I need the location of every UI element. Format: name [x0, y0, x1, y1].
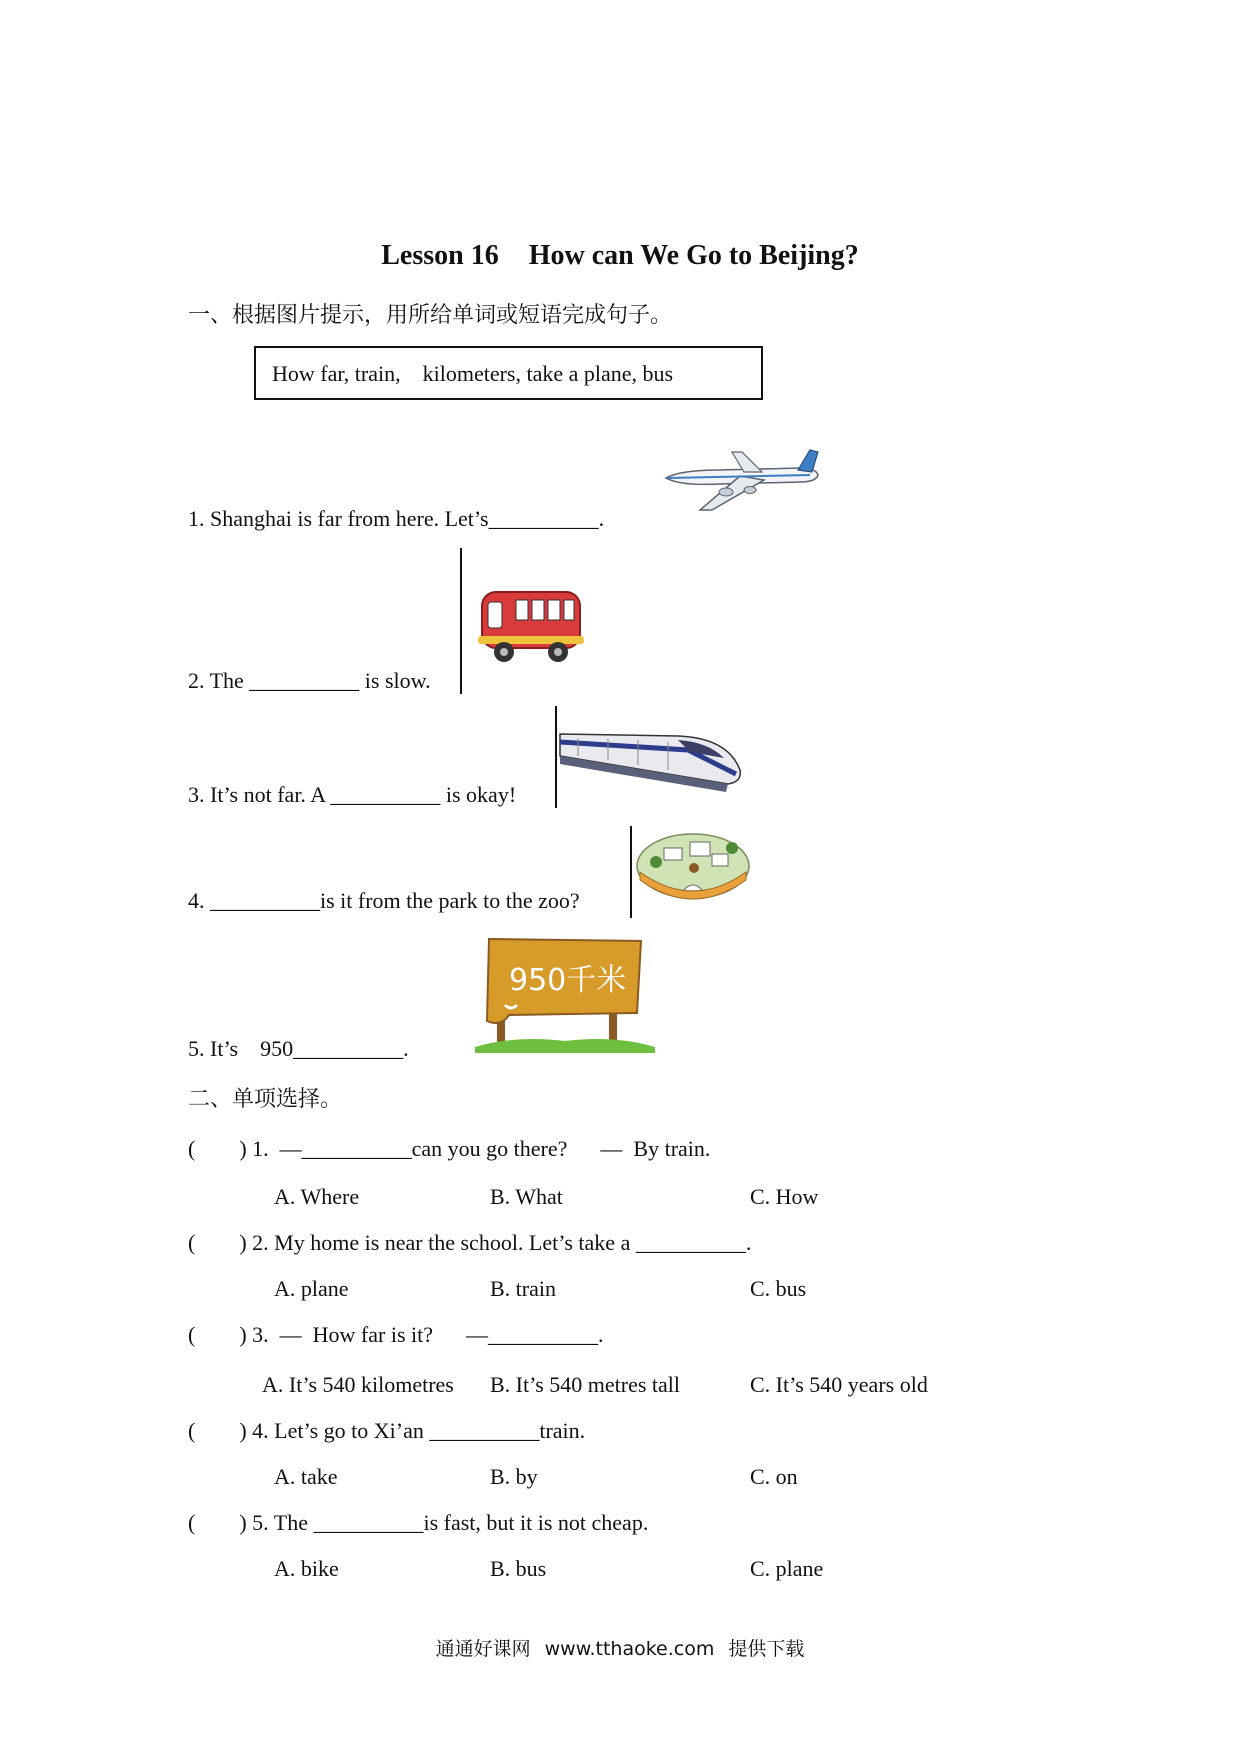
q5-text: 5. It’s 950__________.	[188, 1036, 409, 1061]
mc1-option-a: A. Where	[274, 1184, 360, 1209]
footer-site: 通通好课网	[435, 1638, 531, 1660]
lesson-name: How can We Go to Beijing?	[528, 240, 859, 271]
q4-text: 4. __________is it from the park to the zoo?	[188, 888, 580, 913]
divider	[630, 826, 632, 918]
mc4-option-a: A. take	[274, 1464, 338, 1489]
mc2-option-b: B. train	[490, 1276, 556, 1301]
mc5-option-b: B. bus	[490, 1556, 547, 1581]
mc3-option-b: B. It’s 540 metres tall	[490, 1372, 681, 1397]
zoo-icon	[634, 828, 752, 904]
page-title	[0, 240, 1240, 272]
mc1-stem: ( ) 1. —__________can you go there? — By train.	[188, 1136, 711, 1161]
mc4-option-b: B. by	[490, 1464, 538, 1489]
mc1-option-c: C. How	[750, 1184, 819, 1209]
footer-note: 提供下载	[728, 1638, 805, 1660]
mc2-option-a: A. plane	[274, 1276, 349, 1301]
signpost-icon	[475, 935, 655, 1053]
sign-text: 950千米	[509, 963, 627, 998]
airplane-icon	[660, 448, 822, 514]
mc3-option-a: A. It’s 540 kilometres	[262, 1372, 454, 1397]
q1-text: 1. Shanghai is far from here. Let’s__________.	[188, 506, 605, 531]
mc5-stem: ( ) 5. The __________is fast, but it is not cheap.	[188, 1510, 649, 1535]
train-icon	[558, 712, 744, 802]
q2-text: 2. The __________ is slow.	[188, 668, 431, 693]
mc4-stem: ( ) 4. Let’s go to Xi’an __________train.	[188, 1418, 586, 1443]
divider	[555, 706, 557, 808]
mc4-option-c: C. on	[750, 1464, 798, 1489]
divider	[460, 548, 462, 694]
q3-text: 3. It’s not far. A __________ is okay!	[188, 782, 517, 807]
mc3-option-c: C. It’s 540 years old	[750, 1372, 928, 1397]
mc5-option-a: A. bike	[274, 1556, 339, 1581]
lesson-number: Lesson 16	[381, 240, 499, 271]
mc1-option-b: B. What	[490, 1184, 563, 1209]
mc2-option-c: C. bus	[750, 1276, 807, 1301]
section1-heading: 一、根据图片提示，用所给单词或短语完成句子。	[188, 303, 673, 328]
page-footer	[0, 1634, 1240, 1661]
section2-heading: 二、单项选择。	[188, 1087, 343, 1112]
mc2-stem: ( ) 2. My home is near the school. Let’s take a __________.	[188, 1230, 752, 1255]
word-box: How far, train, kilometers, take a plane, bus	[254, 346, 763, 400]
mc3-stem: ( ) 3. — How far is it? —__________.	[188, 1322, 604, 1347]
footer-url[interactable]: www.tthaoke.com	[544, 1638, 715, 1660]
mc5-option-c: C. plane	[750, 1556, 824, 1581]
bus-icon	[474, 586, 590, 668]
